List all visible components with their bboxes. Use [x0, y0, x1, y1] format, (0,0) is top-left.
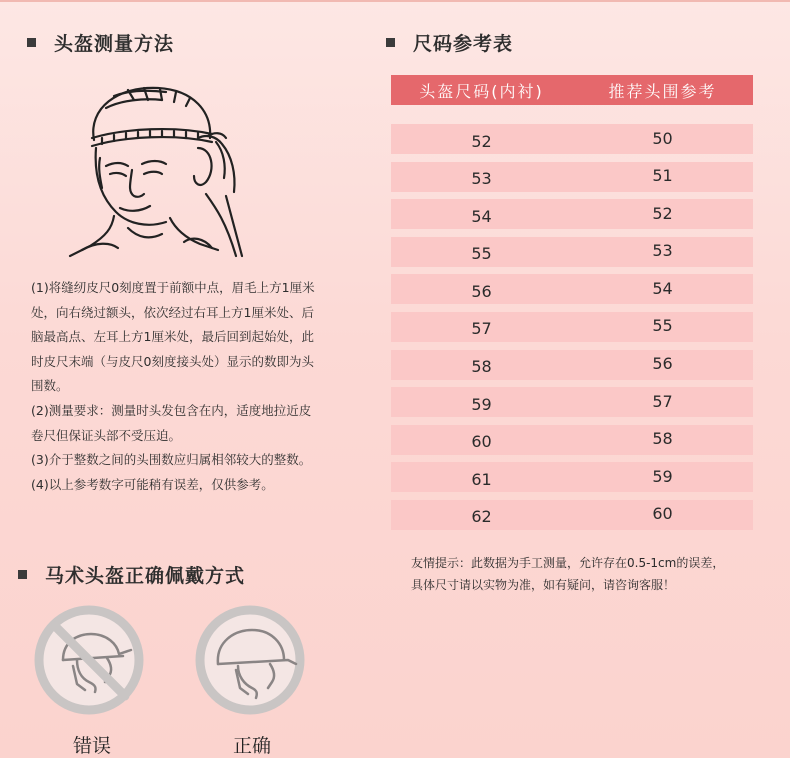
helmet-size-cell: 62	[471, 507, 492, 527]
table-row	[391, 274, 753, 304]
helmet-size-cell: 61	[471, 469, 492, 489]
tip-line-2: 具体尺寸请以实物为准，如有疑问，请咨询客服！	[411, 578, 676, 592]
measure-step-1: (1)将缝纫皮尺0刻度置于前额中点，眉毛上方1厘米处，向右绕过额头，依次经过右耳上方1厘米处、后脑最高点、左耳上方1厘米处，最后回到起始处，此时皮尺末端（与皮尺0刻度接头处）显示的数即为头围数。	[31, 280, 315, 394]
head-circumference-cell: 60	[652, 504, 673, 524]
measure-step-2: (2)测量要求：测量时头发包含在内，适度地拉近皮卷尺但保证头部不受压迫。	[31, 402, 312, 443]
helmet-size-cell: 52	[471, 131, 492, 151]
helmet-size-cell: 53	[471, 169, 492, 189]
size-table	[391, 75, 753, 538]
head-circumference-cell: 58	[652, 429, 673, 449]
correct-helmet-icon	[194, 604, 306, 716]
table-row	[391, 500, 753, 530]
bullet-square-icon	[27, 38, 36, 47]
size-table-header	[391, 75, 753, 105]
head-circumference-cell: 52	[652, 203, 673, 223]
table-row	[391, 350, 753, 380]
col-helmet-size: 头盔尺码(内衬)	[419, 81, 544, 101]
bullet-square-icon	[386, 38, 395, 47]
size-chart-title	[386, 29, 513, 56]
measure-title-text: 头盔测量方法	[54, 33, 175, 55]
correct-label: 正确	[232, 735, 271, 757]
tip-line-1: 友情提示：此数据为手工测量，允许存在0.5-1cm的误差，	[411, 556, 725, 570]
helmet-size-cell: 54	[471, 206, 492, 226]
table-row	[391, 387, 753, 417]
correct-wearing-illustration	[194, 604, 306, 716]
helmet-size-cell: 60	[471, 432, 492, 452]
helmet-size-cell: 56	[471, 281, 492, 301]
head-circumference-cell: 54	[652, 278, 673, 298]
head-measuring-illustration-icon	[66, 78, 266, 258]
friendly-tip	[411, 552, 771, 596]
head-circumference-cell: 59	[652, 466, 673, 486]
table-row	[391, 162, 753, 192]
wrong-wearing-illustration	[33, 604, 145, 716]
helmet-size-cell: 58	[471, 357, 492, 377]
measure-instructions	[31, 276, 321, 497]
measure-step-3: (3)介于整数之间的头围数应归属相邻较大的整数。	[31, 452, 312, 468]
wrong-label: 错误	[72, 735, 111, 757]
size-table-body	[391, 124, 753, 530]
head-circumference-cell: 50	[652, 128, 673, 148]
helmet-size-cell: 55	[471, 244, 492, 264]
head-circumference-cell: 57	[652, 391, 673, 411]
head-circumference-cell: 56	[652, 354, 673, 374]
head-circumference-cell: 55	[652, 316, 673, 336]
measure-step-4: (4)以上参考数字可能稍有误差，仅供参考。	[31, 476, 274, 492]
wear-title-text: 马术头盔正确佩戴方式	[45, 565, 246, 587]
head-circumference-cell: 53	[652, 241, 673, 261]
bullet-square-icon	[18, 570, 27, 579]
top-divider	[0, 0, 790, 2]
size-chart-title-text: 尺码参考表	[413, 33, 514, 55]
table-row	[391, 312, 753, 342]
helmet-size-cell: 57	[471, 319, 492, 339]
table-row	[391, 462, 753, 492]
measure-section-title	[27, 29, 174, 56]
table-row	[391, 199, 753, 229]
helmet-size-cell: 59	[471, 394, 492, 414]
table-row	[391, 124, 753, 154]
head-circumference-cell: 51	[652, 166, 673, 186]
table-row	[391, 237, 753, 267]
wrong-helmet-icon	[33, 604, 145, 716]
table-row	[391, 425, 753, 455]
wear-section-title	[18, 561, 245, 588]
col-head-circumference: 推荐头围参考	[608, 81, 717, 101]
